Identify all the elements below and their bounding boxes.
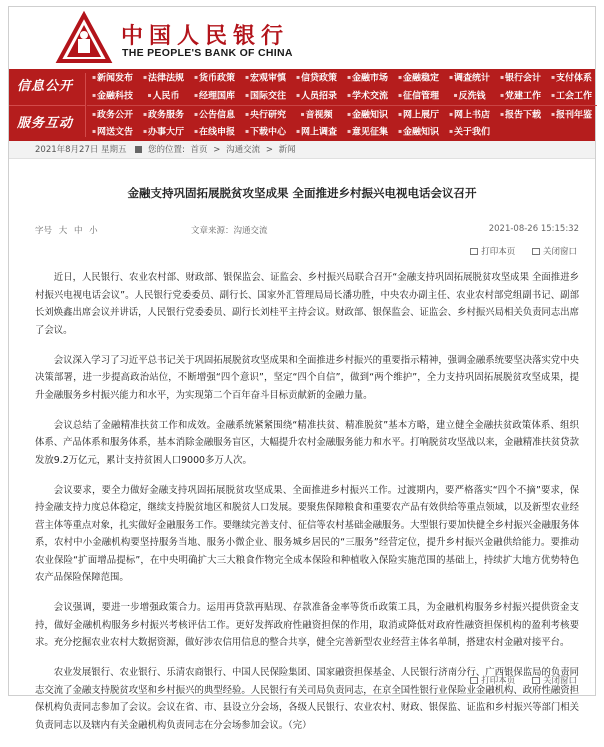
current-date: 2021年8月27日 星期五 [35,145,127,155]
nav-link[interactable]: ▪ 新闻发布 [87,69,138,87]
article-meta [35,224,579,236]
close-label: 关闭窗口 [542,247,577,257]
nav-link[interactable]: ▪ 下载中心 [240,123,291,141]
font-size-small[interactable]: 小 [89,226,98,236]
article-tools-bottom [456,674,577,686]
nav-link[interactable]: ▪ 调查统计 [444,69,495,87]
article-source: 文章来源：沟通交流 [191,226,268,236]
location-label: 您的位置: [147,145,185,155]
nav-link[interactable]: ▪ 信贷政策 [291,69,342,87]
location-icon [135,146,142,153]
nav-link[interactable]: ▪ 征信管理 [393,87,444,105]
nav-link[interactable]: ▪ 国际交往 [240,87,291,105]
breadcrumb-separator: > [213,145,221,155]
breadcrumb [9,141,595,159]
nav-link[interactable]: ▪ 金融知识 [393,123,444,141]
article-date: 2021-08-26 15:15:32 [488,224,579,234]
nav-link[interactable]: ▪ 网上调查 [291,123,342,141]
nav-link[interactable]: ▪ 报告下载 [495,106,546,123]
nav-row [87,123,597,141]
print-label: 打印本页 [481,247,516,257]
nav-link[interactable]: ▪ 党建工作 [495,87,546,105]
nav-divider [85,73,86,137]
nav-link[interactable]: ▪ 金融市场 [342,69,393,87]
nav-link[interactable]: ▪ 网上书店 [444,106,495,123]
nav-link[interactable]: ▪ 意见征集 [342,123,393,141]
article-paragraph: 会议强调，要进一步增强政策合力。运用再贷款再贴现、存款准备金率等货币政策工具，为金融机构服务乡村振兴提供资金支持，做好金融机构服务乡村振兴考核评估工作。更好发挥政府性融资担保的作用，取消或降低对政府性融资担保机构的盈利考核要求。充分挖掘农业农村大数据资源，做好涉农信用信息的整合共享，健全完善新型农业经营主体名单制，搭建农村金融对接平台。 [35,602,579,648]
nav-link[interactable]: ▪ 银行会计 [495,69,546,87]
nav-row [87,87,597,105]
breadcrumb-separator: > [265,145,273,155]
brand-name-cn[interactable]: 中国人民银行 [121,23,290,49]
article-paragraph: 近日，人民银行、农业农村部、财政部、银保监会、证监会、乡村振兴局联合召开“金融支持巩固拓展脱贫攻坚成果 全面推进乡村振兴电视电话会议”。人民银行党委委员、副行长、国家外汇管理局局长潘功胜，中央农办副主任、农业农村部党组副书记、副部长刘焕鑫出席会议并讲话，人民银行党委委员、副行长刘桂平主持会议。财政部、银保监会、证监会、乡村振兴局相关负责同志出席了会议。 [35,272,579,336]
font-size-large[interactable]: 大 [58,226,68,236]
site-header [9,7,595,69]
nav-link[interactable]: ▪ 网送文告 [87,123,138,141]
article-paragraph: 会议深入学习了习近平总书记关于巩固拓展脱贫攻坚成果和全面推进乡村振兴的重要指示精神，强调金融系统要坚决落实党中央决策部署，进一步提高政治站位，不断增强“四个意识”，坚定“四个自信”，做到“两个维护”，全力支持巩固拓展脱贫攻坚成果，提升金融服务乡村振兴能力和水平，为实现第二个百年奋斗目标贡献新的金融力量。 [35,354,579,401]
nav-link[interactable]: ▪ 公告信息 [189,106,240,123]
nav-link[interactable]: ▪ 人员招录 [291,87,342,105]
page-frame [8,6,596,731]
main-nav [9,69,595,141]
article-paragraph: 农业发展银行、农业银行、乐清农商银行、中国人民保险集团、国家融资担保基金、人民银行济南分行、广西银保监局的负责同志交流了金融支持脱贫攻坚和乡村振兴的典型经验。人民银行有关司局负责同志，在京全国性银行业保险业金融机构、政府性融资担保机构负责同志参加了会议。会议在省、市、县设立分会场，各级人民银行、农业农村、财政、银保监、证监和乡村振兴等部门相关负责同志以及辖内有关金融机构负责同志在分会场参加会议。（完） [35,667,579,731]
nav-link[interactable]: ▪ 政务公开 [87,106,138,123]
article-title: 金融支持巩固拓展脱贫攻坚成果 全面推进乡村振兴电视电话会议召开 [127,186,477,200]
nav-link[interactable]: ▪ 经理国库 [189,87,240,105]
nav-link[interactable]: ▪ 金融稳定 [393,69,444,87]
close-window-button[interactable] [532,676,577,686]
nav-link[interactable]: ▪ 反洗钱 [444,87,495,105]
print-icon [470,248,478,255]
nav-link[interactable]: ▪ 支付体系 [546,69,597,87]
nav-section-info-disclosure: 信息公开 [17,79,74,94]
close-label: 关闭窗口 [542,676,577,686]
nav-link[interactable]: ▪ 在线申报 [189,123,240,141]
nav-link[interactable]: ▪ 报刊年鉴 [546,106,597,123]
nav-link[interactable]: ▪ 工会工作 [546,87,597,105]
print-label: 打印本页 [481,676,516,686]
nav-link[interactable]: ▪ 货币政策 [189,69,240,87]
breadcrumb-communication[interactable]: 沟通交流 [226,145,261,155]
nav-link[interactable]: ▪ 学术交流 [342,87,393,105]
nav-link[interactable]: ▪ 法律法规 [138,69,189,87]
nav-link[interactable]: ▪ 关于我们 [444,123,495,141]
nav-link[interactable]: ▪ 政务服务 [138,106,189,123]
nav-link[interactable]: ▪ 金融知识 [342,106,393,123]
font-size-medium[interactable]: 中 [73,226,83,236]
nav-row [87,105,597,123]
nav-link[interactable]: ▪ 办事大厅 [138,123,189,141]
nav-link[interactable]: ▪ 音视频 [291,106,342,123]
brand-name-en[interactable]: THE PEOPLE'S BANK OF CHINA [122,47,293,59]
nav-section-service-interaction: 服务互动 [9,105,85,141]
nav-link[interactable]: ▪ 央行研究 [240,106,291,123]
close-window-icon [532,677,540,684]
pboc-emblem-icon[interactable] [57,13,111,63]
nav-link[interactable]: ▪ 宏观审慎 [240,69,291,87]
close-window-button[interactable] [532,247,577,257]
font-size-label: 字号 [35,226,53,236]
breadcrumb-home[interactable]: 首页 [190,145,208,155]
breadcrumb-news[interactable]: 新闻 [278,145,296,155]
font-size-control [35,224,98,236]
print-button[interactable] [470,247,515,257]
nav-link[interactable]: ▪ 金融科技 [87,87,138,105]
nav-row [87,69,597,87]
article-paragraph: 会议要求，要全力做好金融支持巩固拓展脱贫攻坚成果、全面推进乡村振兴工作。过渡期内，要严格落实“四个不摘”要求，保持金融支持力度总体稳定，继续支持脱贫地区和脱贫人口发展。要聚焦保障粮食和重要农产品有效供给等重点领域，以及新型农业经营主体等重点对象，扎实做好金融服务工作。要继续完善支付、征信等农村基础金融服务。大型银行要加快健全乡村振兴金融服务体系，农村中小金融机构要坚持服务当地、服务小微企业、服务城乡居民的“三服务”经营定位，提升乡村振兴金融供给能力。要推动农业保险“扩面增品提标”，在中央明确扩大三大粮食作物完全成本保险和种植收入保险实施范围的基础上，持续扩大地方优势特色农产品保险保障范围。 [35,484,579,583]
nav-link[interactable]: ▪ 人民币 [138,87,189,105]
print-icon [470,677,478,684]
close-window-icon [532,248,540,255]
article-paragraph: 会议总结了金融精准扶贫工作和成效。金融系统紧紧围绕“精准扶贫、精准脱贫”基本方略，建立健全金融扶贫政策体系、组织体系、产品体系和服务体系，基本消除金融服务盲区，大幅提升农村金融服务能力和水平。打响脱贫攻坚战以来，金融精准扶贫贷款发放9.2万亿元，累计支持贫困人口9000多万人次。 [35,419,579,466]
nav-link[interactable]: ▪ 网上展厅 [393,106,444,123]
article-tools-top [456,245,577,257]
nav-link-grid [87,69,597,141]
print-button[interactable] [470,676,515,686]
